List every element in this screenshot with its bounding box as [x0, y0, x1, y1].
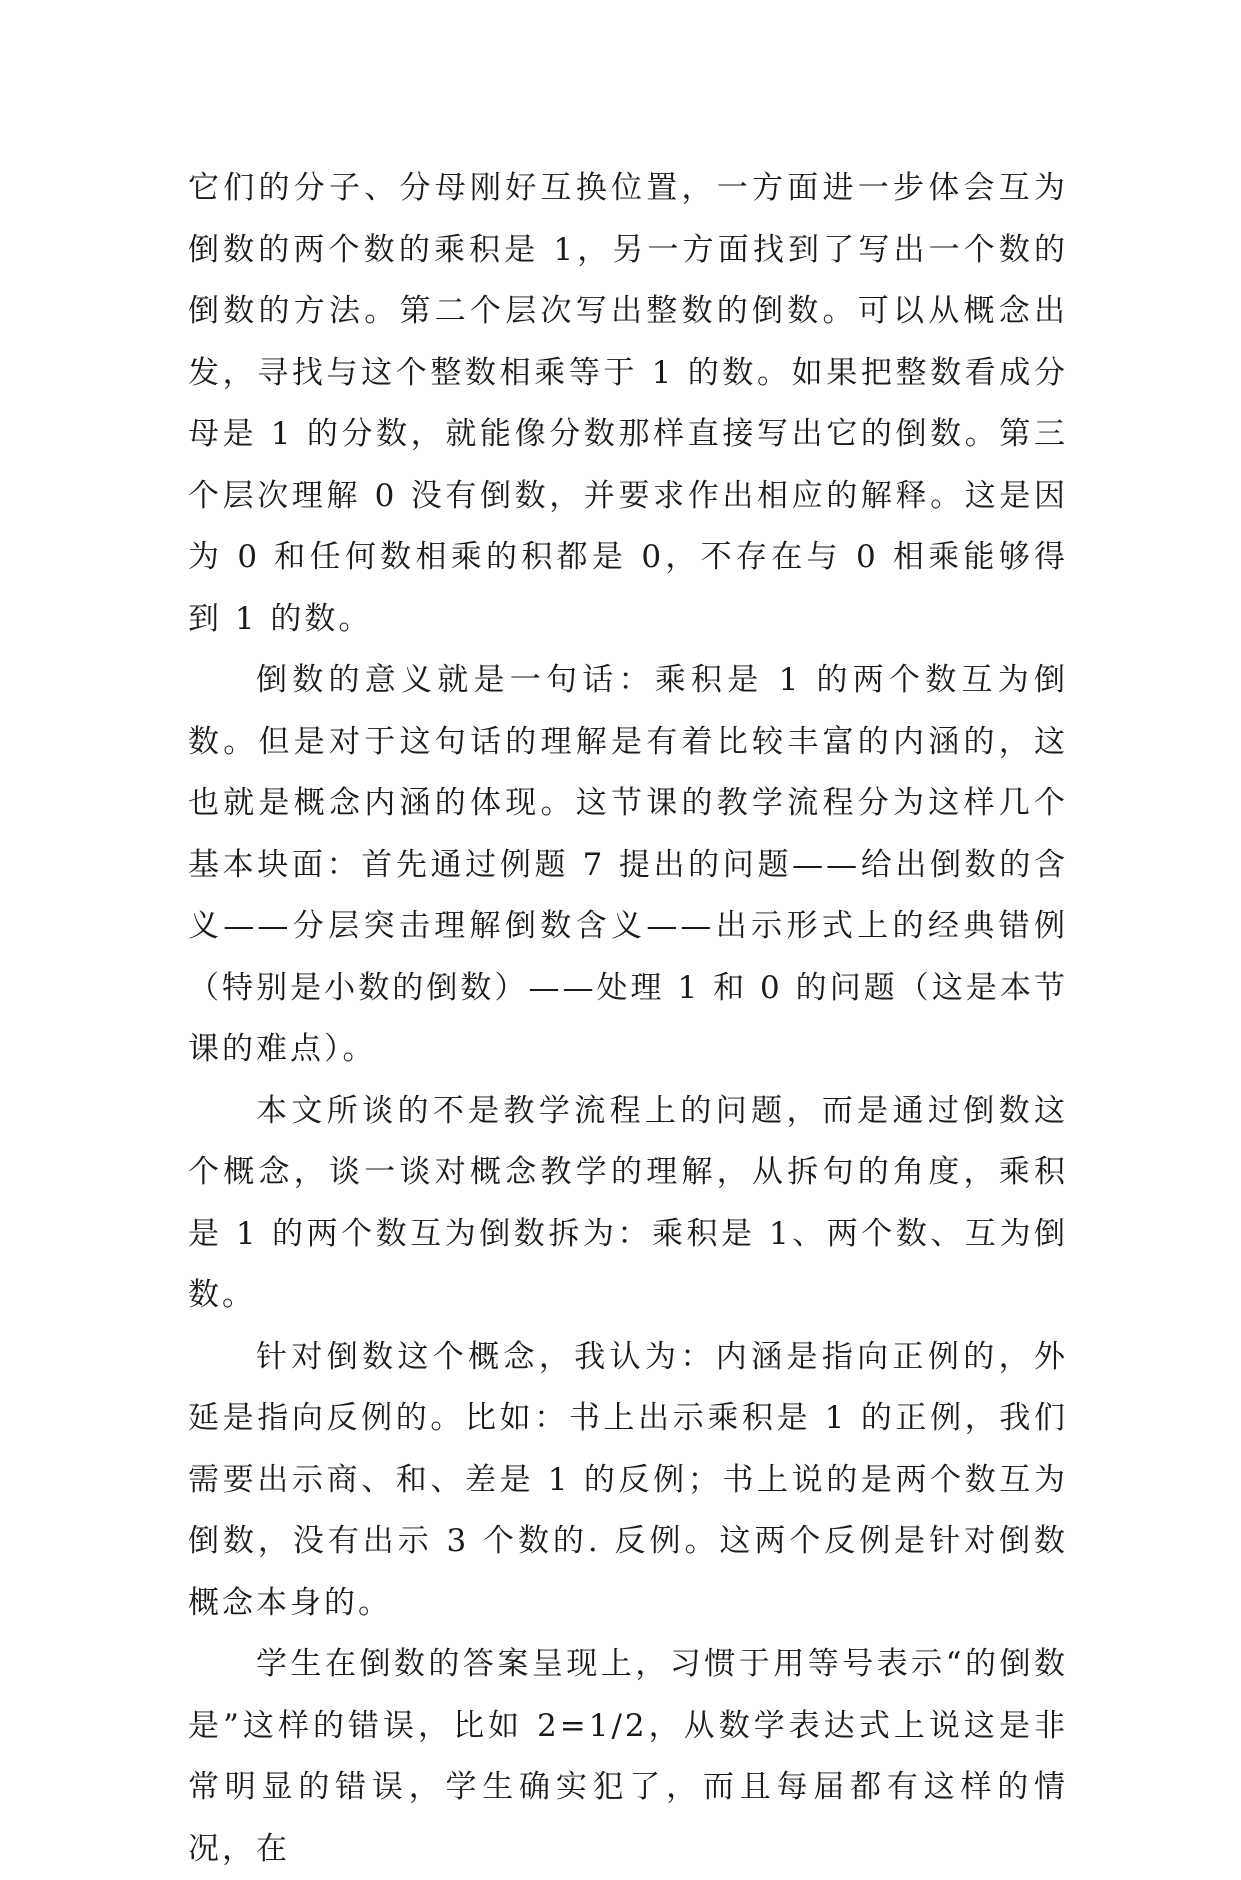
paragraph-1: 它们的分子、分母刚好互换位置，一方面进一步体会互为倒数的两个数的乘积是 1，另一方面找到了写出一个数的倒数的方法。第二个层次写出整数的倒数。可以从概念出发，寻找与这个整数相乘等于 1 的数。如果把整数看成分母是 1 的分数，就能像分数那样直接写出它的倒数。第三个层次理解 0 没有倒数，并要求作出相应的解释。这是因为 0 和任何数相乘的积都是 0，不存在与 0 相乘能够得到 1 的数。	[188, 170, 1068, 637]
paragraph-3: 本文所谈的不是教学流程上的问题，而是通过倒数这个概念，谈一谈对概念教学的理解，从拆句的角度，乘积是 1 的两个数互为倒数拆为：乘积是 1、两个数、互为倒数。	[188, 1092, 1068, 1313]
paragraph-5: 学生在倒数的答案呈现上，习惯于用等号表示“的倒数是”这样的错误，比如 2=1/2，从数学表达式上说这是非常明显的错误，学生确实犯了，而且每届都有这样的情况，在	[188, 1646, 1068, 1867]
document-body	[188, 158, 1068, 1880]
paragraph-2: 倒数的意义就是一句话：乘积是 1 的两个数互为倒数。但是对于这句话的理解是有着比较丰富的内涵的，这也就是概念内涵的体现。这节课的教学流程分为这样几个基本块面：首先通过例题 7 提出的问题——给出倒数的含义——分层突击理解倒数含义——出示形式上的经典错例（特别是小数的倒数）——处理 1 和 0 的问题（这是本节课的难点）。	[188, 662, 1068, 1067]
paragraph-4: 针对倒数这个概念，我认为：内涵是指向正例的，外延是指向反例的。比如：书上出示乘积是 1 的正例，我们需要出示商、和、差是 1 的反例；书上说的是两个数互为倒数，没有出示 3 个数的. 反例。这两个反例是针对倒数概念本身的。	[188, 1338, 1068, 1621]
